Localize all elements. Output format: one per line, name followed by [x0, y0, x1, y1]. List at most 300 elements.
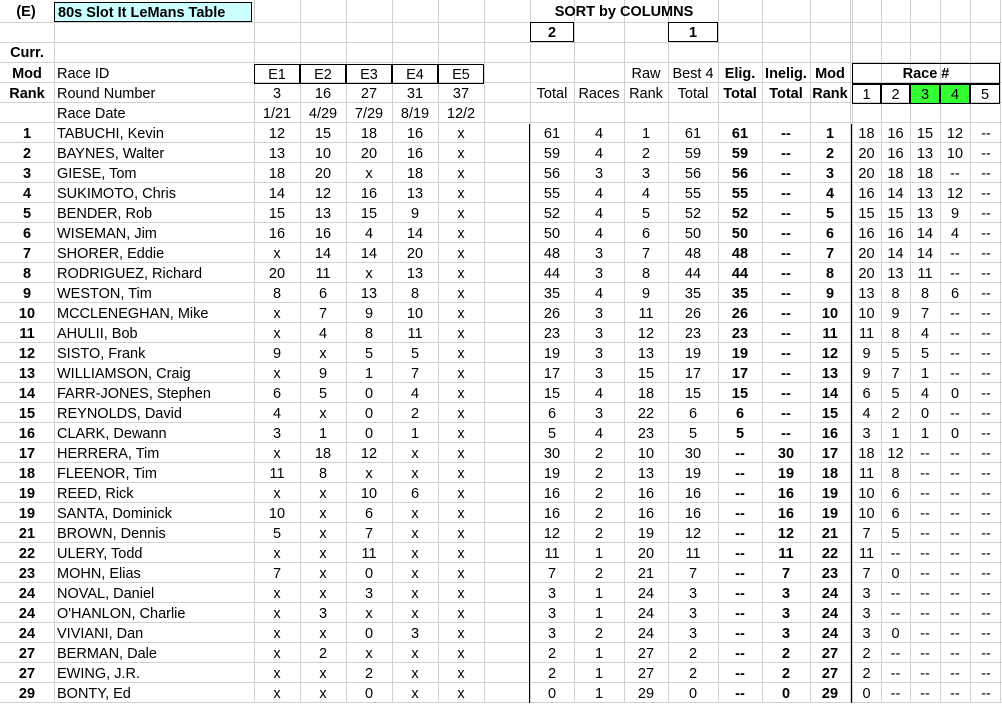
sort-value-1[interactable]: 2 [530, 22, 574, 42]
races-cell[interactable]: 2 [594, 566, 604, 582]
name-cell[interactable]: NOVAL, Daniel [57, 586, 155, 602]
race-4-cell[interactable]: -- [950, 306, 960, 322]
best4-total-cell[interactable]: 12 [684, 526, 702, 542]
inelig-total-cell[interactable]: 30 [777, 446, 795, 462]
raw-rank-cell[interactable]: 13 [637, 466, 655, 482]
name-cell[interactable]: SHORER, Eddie [57, 246, 165, 262]
inelig-total-cell[interactable]: 3 [781, 626, 791, 642]
inelig-total-cell[interactable]: -- [781, 306, 791, 322]
race-5-cell[interactable]: -- [981, 566, 991, 582]
best4-total-cell[interactable]: 7 [688, 566, 698, 582]
race-4-cell[interactable]: -- [950, 626, 960, 642]
elig-total-cell[interactable]: 56 [731, 166, 749, 182]
event-e1-cell[interactable]: 8 [272, 286, 282, 302]
sort-title[interactable]: SORT by COLUMNS [554, 4, 694, 20]
total-cell[interactable]: 2 [547, 666, 557, 682]
header-mod-right[interactable]: Mod [815, 66, 845, 82]
name-cell[interactable]: SISTO, Frank [57, 346, 146, 362]
best4-total-cell[interactable]: 0 [688, 686, 698, 702]
race-4-cell[interactable]: 9 [950, 206, 960, 222]
race-4-cell[interactable]: -- [950, 666, 960, 682]
event-e3-cell[interactable]: 0 [364, 566, 374, 582]
mod-rank-cell[interactable]: 24 [821, 606, 839, 622]
header-date-e5[interactable]: 12/2 [446, 106, 476, 122]
inelig-total-cell[interactable]: 0 [781, 686, 791, 702]
race-1-cell[interactable]: 3 [862, 426, 871, 442]
rank-cell[interactable]: 6 [22, 226, 32, 242]
inelig-total-cell[interactable]: -- [781, 246, 791, 262]
raw-rank-cell[interactable]: 5 [641, 206, 651, 222]
event-e2-cell[interactable]: x [319, 346, 327, 362]
best4-total-cell[interactable]: 56 [684, 166, 702, 182]
inelig-total-cell[interactable]: 2 [781, 646, 791, 662]
race-2-cell[interactable]: -- [890, 666, 901, 682]
race-2-cell[interactable]: 13 [887, 266, 904, 282]
event-e2-cell[interactable]: 3 [318, 606, 328, 622]
event-e5-cell[interactable]: x [457, 226, 465, 242]
race-3-cell[interactable]: 15 [916, 126, 934, 142]
mod-rank-cell[interactable]: 22 [821, 546, 839, 562]
elig-total-cell[interactable]: -- [735, 606, 745, 622]
best4-total-cell[interactable]: 44 [684, 266, 702, 282]
race-2-cell[interactable]: 1 [891, 426, 900, 442]
races-cell[interactable]: 3 [594, 366, 604, 382]
rank-cell[interactable]: 19 [18, 506, 36, 522]
event-e1-cell[interactable]: x [273, 666, 281, 682]
race-5-cell[interactable]: -- [981, 446, 991, 462]
inelig-total-cell[interactable]: -- [781, 326, 791, 342]
total-cell[interactable]: 55 [543, 186, 561, 202]
inelig-total-cell[interactable]: 3 [781, 586, 791, 602]
name-cell[interactable]: HERRERA, Tim [57, 446, 160, 462]
header-race-number[interactable]: Race # [852, 63, 1000, 84]
header-races[interactable]: Races [578, 86, 620, 102]
raw-rank-cell[interactable]: 18 [637, 386, 655, 402]
races-cell[interactable]: 4 [594, 426, 604, 442]
elig-total-cell[interactable]: -- [735, 566, 745, 582]
race-2-cell[interactable]: 9 [891, 306, 900, 322]
best4-total-cell[interactable]: 15 [684, 386, 702, 402]
race-4-cell[interactable]: -- [950, 686, 960, 702]
elig-total-cell[interactable]: 17 [731, 366, 749, 382]
header-event-e5[interactable]: E5 [438, 64, 484, 84]
event-e5-cell[interactable]: x [457, 266, 465, 282]
best4-total-cell[interactable]: 35 [684, 286, 702, 302]
race-3-cell[interactable]: 13 [916, 186, 934, 202]
event-e3-cell[interactable]: 0 [364, 386, 374, 402]
races-cell[interactable]: 3 [594, 406, 604, 422]
race-4-cell[interactable]: -- [950, 466, 960, 482]
raw-rank-cell[interactable]: 27 [637, 646, 655, 662]
race-3-cell[interactable]: -- [920, 466, 930, 482]
race-5-cell[interactable]: -- [981, 606, 991, 622]
name-cell[interactable]: CLARK, Dewann [57, 426, 167, 442]
rank-cell[interactable]: 5 [22, 206, 32, 222]
header-date-e3[interactable]: 7/29 [354, 106, 384, 122]
header-mod-rank[interactable]: Rank [812, 86, 848, 102]
race-2-cell[interactable]: 6 [891, 486, 900, 502]
mod-rank-cell[interactable]: 21 [821, 526, 839, 542]
event-e5-cell[interactable]: x [457, 466, 465, 482]
event-e3-cell[interactable]: 2 [364, 666, 374, 682]
header-round-e2[interactable]: 16 [314, 86, 332, 102]
total-cell[interactable]: 56 [543, 166, 561, 182]
header-best4[interactable]: Best 4 [672, 66, 714, 82]
rank-cell[interactable]: 22 [18, 546, 36, 562]
raw-rank-cell[interactable]: 21 [637, 566, 655, 582]
header-date-e4[interactable]: 8/19 [400, 106, 430, 122]
total-cell[interactable]: 2 [547, 646, 557, 662]
header-raw[interactable]: Raw [631, 66, 661, 82]
raw-rank-cell[interactable]: 8 [641, 266, 651, 282]
rank-cell[interactable]: 2 [22, 146, 32, 162]
event-e3-cell[interactable]: x [365, 646, 373, 662]
elig-total-cell[interactable]: 52 [731, 206, 749, 222]
event-e2-cell[interactable]: 13 [314, 206, 332, 222]
elig-total-cell[interactable]: -- [735, 486, 745, 502]
event-e2-cell[interactable]: x [319, 586, 327, 602]
mod-rank-cell[interactable]: 14 [821, 386, 839, 402]
races-cell[interactable]: 3 [594, 346, 604, 362]
event-e1-cell[interactable]: x [273, 446, 281, 462]
name-cell[interactable]: BONTY, Ed [57, 686, 131, 702]
header-race-1[interactable]: 1 [852, 84, 881, 104]
event-e5-cell[interactable]: x [457, 366, 465, 382]
total-cell[interactable]: 6 [547, 406, 557, 422]
event-e2-cell[interactable]: x [319, 526, 327, 542]
race-1-cell[interactable]: 9 [862, 366, 871, 382]
event-e4-cell[interactable]: 16 [406, 146, 424, 162]
event-e3-cell[interactable]: 16 [360, 186, 378, 202]
races-cell[interactable]: 3 [594, 326, 604, 342]
header-elig[interactable]: Elig. [724, 66, 756, 82]
races-cell[interactable]: 3 [594, 266, 604, 282]
total-cell[interactable]: 3 [547, 626, 557, 642]
race-1-cell[interactable]: 4 [862, 406, 871, 422]
total-cell[interactable]: 26 [543, 306, 561, 322]
best4-total-cell[interactable]: 16 [684, 486, 702, 502]
event-e2-cell[interactable]: x [319, 686, 327, 702]
inelig-total-cell[interactable]: -- [781, 406, 791, 422]
mod-rank-cell[interactable]: 5 [825, 206, 835, 222]
total-cell[interactable]: 16 [543, 486, 561, 502]
rank-cell[interactable]: 11 [19, 326, 35, 342]
race-5-cell[interactable]: -- [981, 146, 991, 162]
event-e4-cell[interactable]: 8 [410, 286, 420, 302]
race-1-cell[interactable]: 18 [858, 446, 875, 462]
race-5-cell[interactable]: -- [981, 686, 991, 702]
event-e4-cell[interactable]: 1 [410, 426, 420, 442]
name-cell[interactable]: BERMAN, Dale [57, 646, 157, 662]
mod-rank-cell[interactable]: 29 [821, 686, 839, 702]
header-event-e1[interactable]: E1 [254, 64, 300, 84]
race-3-cell[interactable]: -- [920, 446, 930, 462]
event-e4-cell[interactable]: 11 [407, 326, 423, 342]
race-3-cell[interactable]: -- [920, 526, 930, 542]
event-e2-cell[interactable]: 10 [314, 146, 332, 162]
race-1-cell[interactable]: 18 [858, 126, 875, 142]
mod-rank-cell[interactable]: 15 [821, 406, 839, 422]
event-e1-cell[interactable]: 7 [272, 566, 282, 582]
races-cell[interactable]: 4 [594, 186, 604, 202]
event-e2-cell[interactable]: x [319, 486, 327, 502]
race-5-cell[interactable]: -- [981, 346, 991, 362]
event-e1-cell[interactable]: x [273, 326, 281, 342]
elig-total-cell[interactable]: -- [735, 546, 745, 562]
event-e5-cell[interactable]: x [457, 406, 465, 422]
event-e4-cell[interactable]: 4 [410, 386, 420, 402]
event-e2-cell[interactable]: x [319, 406, 327, 422]
elig-total-cell[interactable]: 6 [735, 406, 745, 422]
rank-cell[interactable]: 17 [18, 446, 36, 462]
event-e4-cell[interactable]: 7 [410, 366, 420, 382]
event-e5-cell[interactable]: x [457, 506, 465, 522]
event-e1-cell[interactable]: x [273, 606, 281, 622]
name-cell[interactable]: WISEMAN, Jim [57, 226, 157, 242]
races-cell[interactable]: 1 [594, 586, 604, 602]
event-e1-cell[interactable]: x [273, 486, 281, 502]
event-e1-cell[interactable]: 3 [272, 426, 282, 442]
rank-cell[interactable]: 18 [18, 466, 36, 482]
best4-total-cell[interactable]: 2 [688, 646, 698, 662]
event-e2-cell[interactable]: x [319, 566, 327, 582]
race-1-cell[interactable]: 15 [858, 206, 875, 222]
race-3-cell[interactable]: 7 [920, 306, 930, 322]
rank-cell[interactable]: 27 [18, 646, 36, 662]
mod-rank-cell[interactable]: 23 [821, 566, 839, 582]
race-1-cell[interactable]: 9 [862, 346, 871, 362]
event-e3-cell[interactable]: 0 [364, 406, 374, 422]
event-e5-cell[interactable]: x [457, 166, 465, 182]
event-e3-cell[interactable]: x [365, 466, 373, 482]
raw-rank-cell[interactable]: 11 [638, 306, 654, 322]
event-e2-cell[interactable]: x [319, 626, 327, 642]
event-e2-cell[interactable]: 16 [314, 226, 332, 242]
event-e1-cell[interactable]: x [273, 306, 281, 322]
event-e4-cell[interactable]: 18 [406, 166, 424, 182]
event-e5-cell[interactable]: x [457, 526, 465, 542]
name-cell[interactable]: O'HANLON, Charlie [57, 606, 186, 622]
event-e3-cell[interactable]: 8 [364, 326, 374, 342]
event-e3-cell[interactable]: 9 [364, 306, 374, 322]
race-5-cell[interactable]: -- [981, 486, 991, 502]
race-4-cell[interactable]: -- [950, 486, 960, 502]
race-5-cell[interactable]: -- [981, 226, 991, 242]
race-4-cell[interactable]: 4 [950, 226, 960, 242]
event-e5-cell[interactable]: x [457, 286, 465, 302]
event-e4-cell[interactable]: 6 [410, 486, 420, 502]
race-4-cell[interactable]: 12 [946, 186, 964, 202]
race-3-cell[interactable]: 4 [920, 326, 930, 342]
race-2-cell[interactable]: 0 [891, 566, 900, 582]
raw-rank-cell[interactable]: 13 [637, 346, 655, 362]
total-cell[interactable]: 5 [547, 426, 557, 442]
event-e4-cell[interactable]: 5 [410, 346, 420, 362]
name-cell[interactable]: AHULII, Bob [57, 326, 138, 342]
event-e1-cell[interactable]: x [273, 646, 281, 662]
rank-cell[interactable]: 21 [18, 526, 36, 542]
race-4-cell[interactable]: -- [950, 446, 960, 462]
total-cell[interactable]: 15 [543, 386, 561, 402]
race-2-cell[interactable]: 5 [891, 346, 900, 362]
best4-total-cell[interactable]: 52 [684, 206, 702, 222]
race-1-cell[interactable]: 20 [858, 266, 875, 282]
total-cell[interactable]: 30 [543, 446, 561, 462]
event-e3-cell[interactable]: 13 [360, 286, 378, 302]
races-cell[interactable]: 1 [594, 686, 604, 702]
race-4-cell[interactable]: -- [950, 526, 960, 542]
header-round-e5[interactable]: 37 [452, 86, 470, 102]
race-4-cell[interactable]: -- [950, 246, 960, 262]
raw-rank-cell[interactable]: 20 [637, 546, 655, 562]
event-e3-cell[interactable]: 15 [360, 206, 378, 222]
event-e3-cell[interactable]: 4 [364, 226, 374, 242]
total-cell[interactable]: 12 [543, 526, 561, 542]
best4-total-cell[interactable]: 11 [685, 546, 701, 562]
race-3-cell[interactable]: -- [920, 606, 930, 622]
race-4-cell[interactable]: -- [950, 546, 960, 562]
event-e2-cell[interactable]: x [319, 666, 327, 682]
races-cell[interactable]: 4 [594, 386, 604, 402]
mod-rank-cell[interactable]: 3 [825, 166, 835, 182]
event-e1-cell[interactable]: x [273, 626, 281, 642]
best4-total-cell[interactable]: 55 [684, 186, 702, 202]
header-mod[interactable]: Mod [12, 66, 42, 82]
event-e1-cell[interactable]: 5 [272, 526, 282, 542]
event-e4-cell[interactable]: 13 [406, 186, 424, 202]
inelig-total-cell[interactable]: -- [781, 146, 791, 162]
sheet-label[interactable]: (E) [16, 4, 36, 20]
race-4-cell[interactable]: 0 [950, 386, 960, 402]
race-4-cell[interactable]: -- [950, 366, 960, 382]
event-e1-cell[interactable]: x [273, 366, 281, 382]
total-cell[interactable]: 44 [543, 266, 561, 282]
rank-cell[interactable]: 14 [18, 386, 36, 402]
mod-rank-cell[interactable]: 13 [821, 366, 839, 382]
name-cell[interactable]: VIVIANI, Dan [57, 626, 144, 642]
race-2-cell[interactable]: 12 [887, 446, 904, 462]
header-raw-rank[interactable]: Rank [629, 86, 663, 102]
rank-cell[interactable]: 29 [18, 686, 36, 702]
header-inelig-total[interactable]: Total [769, 86, 803, 102]
header-event-e4[interactable]: E4 [392, 64, 438, 84]
mod-rank-cell[interactable]: 27 [821, 646, 839, 662]
race-3-cell[interactable]: -- [920, 566, 930, 582]
event-e5-cell[interactable]: x [457, 326, 465, 342]
name-cell[interactable]: ULERY, Todd [57, 546, 143, 562]
event-e3-cell[interactable]: 7 [364, 526, 374, 542]
event-e4-cell[interactable]: x [411, 646, 419, 662]
event-e5-cell[interactable]: x [457, 346, 465, 362]
event-e1-cell[interactable]: 10 [268, 506, 286, 522]
raw-rank-cell[interactable]: 19 [637, 526, 655, 542]
best4-total-cell[interactable]: 6 [688, 406, 698, 422]
event-e3-cell[interactable]: x [365, 166, 373, 182]
total-cell[interactable]: 3 [547, 586, 557, 602]
event-e5-cell[interactable]: x [457, 586, 465, 602]
event-e5-cell[interactable]: x [457, 146, 465, 162]
header-inelig[interactable]: Inelig. [765, 66, 807, 82]
inelig-total-cell[interactable]: 7 [781, 566, 791, 582]
raw-rank-cell[interactable]: 3 [641, 166, 651, 182]
race-5-cell[interactable]: -- [981, 286, 991, 302]
inelig-total-cell[interactable]: 16 [777, 506, 795, 522]
name-cell[interactable]: MOHN, Elias [57, 566, 141, 582]
mod-rank-cell[interactable]: 8 [825, 266, 835, 282]
race-1-cell[interactable]: 16 [858, 226, 875, 242]
race-5-cell[interactable]: -- [981, 526, 991, 542]
races-cell[interactable]: 3 [594, 306, 604, 322]
race-5-cell[interactable]: -- [981, 586, 991, 602]
inelig-total-cell[interactable]: 16 [777, 486, 795, 502]
sort-value-2[interactable]: 1 [668, 22, 718, 42]
event-e3-cell[interactable]: x [365, 606, 373, 622]
race-2-cell[interactable]: 16 [887, 226, 904, 242]
event-e4-cell[interactable]: x [411, 526, 419, 542]
header-total[interactable]: Total [536, 86, 568, 102]
rank-cell[interactable]: 12 [18, 346, 36, 362]
races-cell[interactable]: 2 [594, 466, 604, 482]
rank-cell[interactable]: 4 [22, 186, 32, 202]
race-2-cell[interactable]: -- [890, 646, 901, 662]
race-1-cell[interactable]: 2 [862, 666, 871, 682]
mod-rank-cell[interactable]: 19 [821, 506, 839, 522]
best4-total-cell[interactable]: 50 [684, 226, 702, 242]
raw-rank-cell[interactable]: 24 [637, 586, 655, 602]
elig-total-cell[interactable]: 59 [731, 146, 749, 162]
race-3-cell[interactable]: -- [920, 486, 930, 502]
mod-rank-cell[interactable]: 1 [825, 126, 835, 142]
race-4-cell[interactable]: -- [950, 606, 960, 622]
inelig-total-cell[interactable]: 2 [781, 666, 791, 682]
event-e2-cell[interactable]: 4 [318, 326, 328, 342]
race-3-cell[interactable]: -- [920, 666, 930, 682]
race-5-cell[interactable]: -- [981, 306, 991, 322]
race-4-cell[interactable]: -- [950, 326, 960, 342]
event-e4-cell[interactable]: x [411, 606, 419, 622]
event-e1-cell[interactable]: 16 [268, 226, 286, 242]
race-1-cell[interactable]: 0 [862, 686, 871, 702]
elig-total-cell[interactable]: 26 [731, 306, 749, 322]
event-e4-cell[interactable]: 9 [410, 206, 420, 222]
event-e4-cell[interactable]: 16 [406, 126, 424, 142]
best4-total-cell[interactable]: 30 [684, 446, 702, 462]
total-cell[interactable]: 59 [543, 146, 561, 162]
races-cell[interactable]: 1 [594, 646, 604, 662]
event-e3-cell[interactable]: 1 [364, 366, 374, 382]
race-3-cell[interactable]: 11 [917, 266, 933, 282]
event-e3-cell[interactable]: 0 [364, 426, 374, 442]
event-e4-cell[interactable]: x [411, 686, 419, 702]
name-cell[interactable]: BENDER, Rob [57, 206, 153, 222]
event-e1-cell[interactable]: 18 [268, 166, 286, 182]
race-1-cell[interactable]: 3 [862, 586, 871, 602]
header-date-e1[interactable]: 1/21 [262, 106, 292, 122]
race-2-cell[interactable]: -- [890, 586, 901, 602]
best4-total-cell[interactable]: 5 [688, 426, 698, 442]
elig-total-cell[interactable]: 44 [731, 266, 749, 282]
race-5-cell[interactable]: -- [981, 666, 991, 682]
mod-rank-cell[interactable]: 19 [821, 486, 839, 502]
header-event-e3[interactable]: E3 [346, 64, 392, 84]
elig-total-cell[interactable]: -- [735, 466, 745, 482]
races-cell[interactable]: 4 [594, 286, 604, 302]
race-4-cell[interactable]: 10 [946, 146, 964, 162]
race-3-cell[interactable]: 13 [916, 146, 934, 162]
races-cell[interactable]: 2 [594, 626, 604, 642]
total-cell[interactable]: 3 [547, 606, 557, 622]
event-e1-cell[interactable]: x [273, 686, 281, 702]
